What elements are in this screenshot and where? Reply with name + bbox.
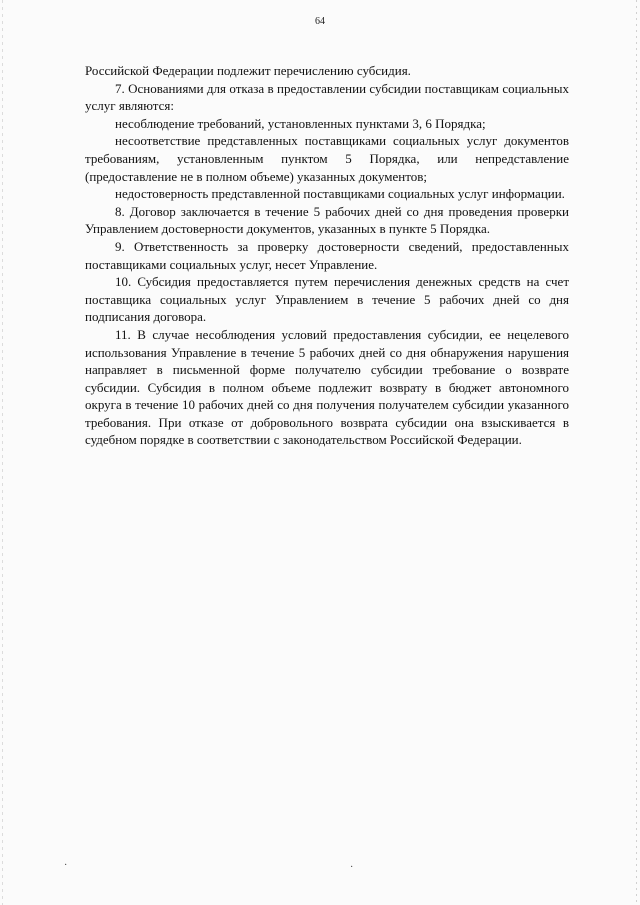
paragraph-refusal-reason-3: недостоверность представленной поставщиками социальных услуг информации. [115, 186, 565, 202]
scan-edge-right [636, 0, 637, 905]
paragraph-refusal-reason-2: несоответствие представленных поставщиками социальных услуг документов требованиям, установленным пунктом 5 Порядка, или непредставление (предоставление не в полном объеме) указанных документов; [85, 133, 569, 184]
page-number: 64 [315, 16, 325, 27]
paragraph-item-8: 8. Договор заключается в течение 5 рабочих дней со дня проведения проверки Управлением достоверности документов, указанных в пункте 5 Порядка. [85, 203, 569, 237]
paragraph-item-7: 7. Основаниями для отказа в предоставлении субсидии поставщикам социальных услуг являются: [85, 80, 569, 114]
paragraph-item-9: 9. Ответственность за проверку достоверности сведений, предоставленных поставщиками социальных услуг, несет Управление. [85, 238, 569, 272]
scan-speck: · [350, 862, 354, 873]
paragraph-item-10: 10. Субсидия предоставляется путем перечисления денежных средств на счет поставщика социальных услуг Управлением в течение 5 рабочих дней со дня подписания договора. [85, 274, 569, 325]
scan-speck: · [64, 860, 68, 871]
paragraph-continuation: Российской Федерации подлежит перечислению субсидия. [85, 63, 411, 78]
paragraph-item-11: 11. В случае несоблюдения условий предоставления субсидии, ее нецелевого использования Управление в течение 5 рабочих дней со дня обнаружения нарушения направляет в письменной форме получателю субсидии требование о возврате субсидии. Субсидия в полном объеме подлежит возврату в бюджет автономного округа в течение 10 рабочих дней со дня получения получателем субсидии указанного требования. При отказе от добровольного возврата субсидии она взыскивается в судебном порядке в соответствии с законодательством Российской Федерации. [85, 326, 569, 448]
document-body [85, 62, 569, 449]
paragraph-refusal-reason-1: несоблюдение требований, установленных пунктами 3, 6 Порядка; [115, 115, 486, 131]
scan-edge-left [2, 0, 3, 905]
